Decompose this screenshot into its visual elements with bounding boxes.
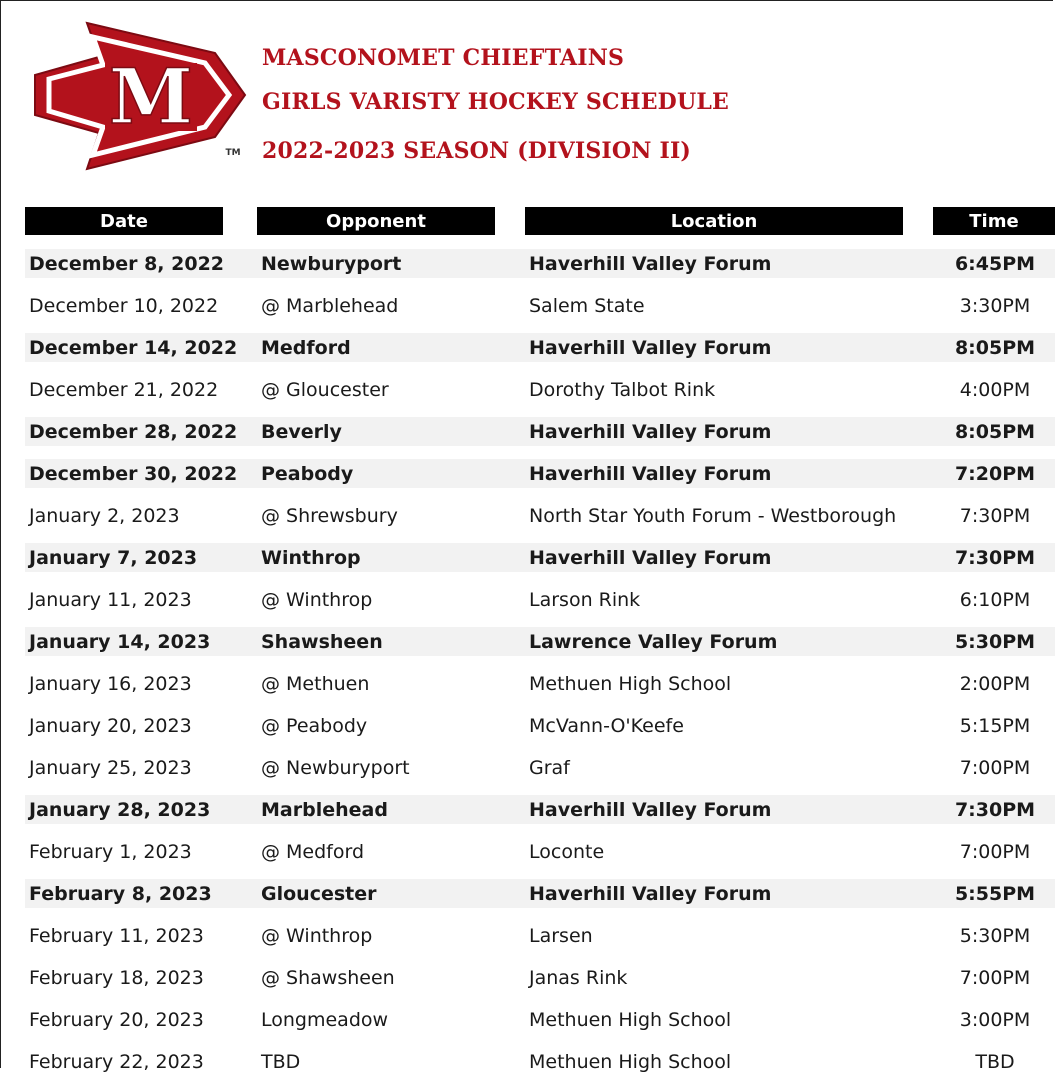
game-time: 8:05PM — [954, 421, 1036, 443]
table-row — [25, 454, 1055, 496]
game-time: 5:30PM — [954, 631, 1036, 653]
game-date: February 22, 2023 — [29, 1051, 204, 1073]
game-location: Graf — [529, 757, 570, 779]
table-row — [25, 832, 1055, 874]
schedule-table — [25, 244, 1055, 1084]
table-row — [25, 328, 1055, 370]
table-row — [25, 1000, 1055, 1042]
table-row — [25, 622, 1055, 664]
game-opponent: @ Peabody — [261, 715, 368, 737]
game-date: January 2, 2023 — [29, 505, 180, 527]
game-location: Haverhill Valley Forum — [529, 421, 772, 443]
game-date: December 8, 2022 — [29, 253, 225, 275]
game-date: February 20, 2023 — [29, 1009, 204, 1031]
game-date: January 14, 2023 — [29, 631, 211, 653]
game-time: 6:45PM — [954, 253, 1036, 275]
game-opponent: @ Winthrop — [261, 925, 373, 947]
table-row — [25, 286, 1055, 328]
table-row — [25, 412, 1055, 454]
game-location: Loconte — [529, 841, 605, 863]
game-time: 5:15PM — [959, 715, 1031, 737]
game-time: 3:00PM — [959, 1009, 1031, 1031]
game-date: January 11, 2023 — [29, 589, 192, 611]
column-header-opponent: Opponent — [257, 207, 495, 235]
game-time: 7:00PM — [959, 757, 1031, 779]
game-opponent: @ Shawsheen — [261, 967, 395, 989]
svg-text:TM: TM — [225, 148, 241, 158]
table-row — [25, 580, 1055, 622]
game-time: 7:00PM — [959, 967, 1031, 989]
game-time: 5:55PM — [954, 883, 1036, 905]
game-date: February 11, 2023 — [29, 925, 204, 947]
table-row — [25, 538, 1055, 580]
game-date: January 25, 2023 — [29, 757, 192, 779]
table-row — [25, 958, 1055, 1000]
chieftains-m-logo-icon — [27, 15, 249, 175]
game-date: December 10, 2022 — [29, 295, 219, 317]
game-time: 6:10PM — [959, 589, 1031, 611]
game-opponent: Marblehead — [261, 799, 388, 821]
game-date: January 28, 2023 — [29, 799, 211, 821]
game-location: Haverhill Valley Forum — [529, 883, 772, 905]
game-time: TBD — [975, 1051, 1015, 1073]
table-row — [25, 874, 1055, 916]
game-opponent: @ Newburyport — [261, 757, 410, 779]
game-opponent: @ Marblehead — [261, 295, 399, 317]
game-location: Methuen High School — [529, 673, 732, 695]
game-date: February 1, 2023 — [29, 841, 192, 863]
table-row — [25, 748, 1055, 790]
game-date: February 8, 2023 — [29, 883, 212, 905]
column-header-location: Location — [525, 207, 903, 235]
game-location: Haverhill Valley Forum — [529, 463, 772, 485]
game-opponent: Peabody — [261, 463, 354, 485]
table-row — [25, 370, 1055, 412]
game-location: Larson Rink — [529, 589, 641, 611]
game-opponent: Beverly — [261, 421, 342, 443]
game-date: January 16, 2023 — [29, 673, 192, 695]
game-time: 4:00PM — [959, 379, 1031, 401]
table-row — [25, 790, 1055, 832]
game-date: January 7, 2023 — [29, 547, 198, 569]
game-location: Salem State — [529, 295, 645, 317]
title-team: GIRLS VARISTY HOCKEY SCHEDULE — [262, 89, 729, 115]
table-row — [25, 244, 1055, 286]
game-opponent: Newburyport — [261, 253, 402, 275]
game-location: Methuen High School — [529, 1009, 732, 1031]
game-time: 7:30PM — [954, 799, 1036, 821]
game-opponent: @ Shrewsbury — [261, 505, 398, 527]
game-opponent: Medford — [261, 337, 351, 359]
game-location: Methuen High School — [529, 1051, 732, 1073]
game-opponent: TBD — [261, 1051, 301, 1073]
game-location: Haverhill Valley Forum — [529, 547, 772, 569]
game-opponent: Longmeadow — [261, 1009, 389, 1031]
game-location: Haverhill Valley Forum — [529, 337, 772, 359]
game-location: Haverhill Valley Forum — [529, 253, 772, 275]
game-opponent: Gloucester — [261, 883, 377, 905]
game-opponent: @ Methuen — [261, 673, 370, 695]
game-time: 8:05PM — [954, 337, 1036, 359]
title-school: MASCONOMET CHIEFTAINS — [262, 45, 625, 71]
table-row — [25, 496, 1055, 538]
game-opponent: Shawsheen — [261, 631, 383, 653]
game-location: Dorothy Talbot Rink — [529, 379, 716, 401]
game-time: 7:30PM — [954, 547, 1036, 569]
game-time: 7:00PM — [959, 841, 1031, 863]
column-header-time: Time — [933, 207, 1055, 235]
game-date: January 20, 2023 — [29, 715, 192, 737]
game-date: February 18, 2023 — [29, 967, 204, 989]
game-date: December 28, 2022 — [29, 421, 238, 443]
table-row — [25, 1042, 1055, 1084]
game-date: December 14, 2022 — [29, 337, 238, 359]
game-opponent: @ Winthrop — [261, 589, 373, 611]
game-location: Haverhill Valley Forum — [529, 799, 772, 821]
game-opponent: Winthrop — [261, 547, 361, 569]
game-time: 5:30PM — [959, 925, 1031, 947]
game-location: North Star Youth Forum - Westborough — [529, 505, 897, 527]
game-location: McVann-O'Keefe — [529, 715, 684, 737]
table-row — [25, 916, 1055, 958]
game-time: 7:20PM — [954, 463, 1036, 485]
game-time: 7:30PM — [959, 505, 1031, 527]
game-opponent: @ Medford — [261, 841, 365, 863]
svg-text:M: M — [108, 52, 194, 141]
game-date: December 21, 2022 — [29, 379, 219, 401]
column-header-date: Date — [25, 207, 223, 235]
game-time: 2:00PM — [959, 673, 1031, 695]
game-date: December 30, 2022 — [29, 463, 238, 485]
game-location: Janas Rink — [529, 967, 628, 989]
table-row — [25, 664, 1055, 706]
table-row — [25, 706, 1055, 748]
game-time: 3:30PM — [959, 295, 1031, 317]
title-season: 2022-2023 SEASON (DIVISION II) — [262, 138, 692, 164]
game-location: Lawrence Valley Forum — [529, 631, 778, 653]
game-opponent: @ Gloucester — [261, 379, 389, 401]
game-location: Larsen — [529, 925, 593, 947]
